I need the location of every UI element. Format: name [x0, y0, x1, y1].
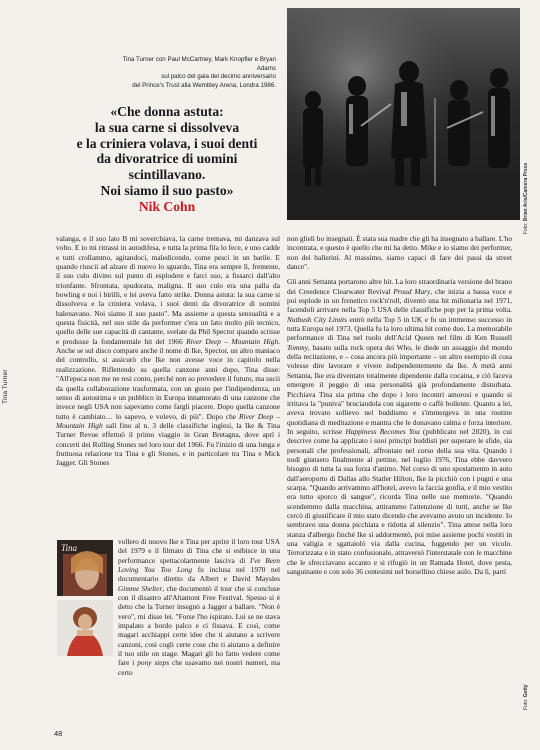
getty-credit-label: Foto:	[523, 698, 529, 710]
left-paragraph: valanga, e il suo lato B mi soverchiava, la carne tremava, mi danzava sul volto. E io mi ritrassi in autodifesa, e tutta la prima fila lo fece, e uno cadde e tutti crollammo, agitandoci, maledicendo, come pesci in un barile. E quando riuscii ad alzare di nuovo lo sguardo, Tina era sempre lì, fremente, il suo culo divino sul punto di esplodere e farci suo, a fissarci dall'alto trionfante. Sfrontata, spudorata, maligna. Il suo culo era una palla da bowling e noi i birilli, e lei aveva fatto strike. Donna astuta: la sua carne si dissolveva e la criniera volava, i suoi denti da divoratrice di uomini balenavano. Noi siamo il suo pasto". Ma assieme a questa sensualità e a questa fisicità, nel suo stile da performer c'era un lato molto più tecnico, quello delle sue capacità di cantante, svelate da Phil Spector quando scrisse e produsse la fondamentale hit del 1966 River Deep – Mountain High. Anche se sul disco compare anche il nome di Ike, Spector, un altro maniaco del controllo, si assicurò che Ike non avesse voce in capitolo nella realizzazione. Riflettendo su quella canzone anni dopo, Tina disse: "All'epoca non me ne resi conto, perché non so prevedere il futuro, ma uscii da quella collaborazione trasformata, con un gusto per l'indipendenza, un senso di autostima e un pubblico in Europa innamorato di una canzone che invece negli USA non sapevamo come fargli piacere. Dopo quella canzone tutto è cambiato… lo sapevo, e volevo, di più". Dopo che River Deep – Mountain High salì fino al n. 3 delle classifiche inglesi, la Ike & Tina Turner Revue effettuò il primo viaggio in Gran Bretagna, dove aprì i concerti dei Rolling Stones nel loro tour del 1966. Fu l'inizio di una lunga e fruttuosa relazione tra Tina e gli Stones, e in particolare tra Tina e Mick Jagger. Gli Stones	[56, 234, 280, 468]
quote-line: scintillavano.	[128, 167, 206, 183]
album-covers	[57, 540, 115, 660]
album-title-text: Tina	[61, 543, 78, 553]
quote-author: Nik Cohn	[138, 198, 196, 214]
photo-credit-label: Foto:	[523, 222, 529, 234]
photo-caption	[120, 56, 276, 90]
photo-credit-source: Brian Aris/Camera Press	[523, 162, 529, 222]
page-number: 48	[54, 729, 63, 738]
quote-line: e la criniera volava, i suoi denti	[76, 135, 258, 151]
concert-photo-image	[287, 8, 520, 220]
caption-line: Tina Turner con Paul McCartney, Mark Knopfler e Bryan Adams	[122, 56, 276, 72]
concert-photo	[287, 8, 520, 220]
album-cover-private-dancer	[57, 540, 113, 596]
left-column-narrow	[118, 537, 280, 677]
caption-line: sul palco del gala del decimo anniversario	[161, 73, 276, 81]
getty-credit-source: Getty	[523, 684, 529, 698]
photo-credit	[523, 162, 533, 234]
left-column	[56, 234, 280, 468]
quote-line: la sua carne si dissolveva	[94, 119, 240, 135]
right-paragraph: non glieli ho insegnati. È stata sua madre che gli ha insegnato a ballare. L'ho incontrata, e questo è quello che mi ha detto. Mike e io siamo dei performer, non dei ballerini. Al massimo, siamo capaci di fare dei passi da street dance".	[287, 234, 512, 272]
right-column	[287, 234, 512, 576]
left-paragraph: vollero di nuovo Ike e Tina per aprire il loro tour USA del 1979 e il filmato di Tina che si esibisce in una performance spettacolarmente lasciva di I've Been Loving You Too Long fu inclusa nel 1970 nel documentario diretto da Albert e David Maysles Gimme Shelter, che documentò il tour che si concluse con il disastro all'Altamont Free Festival. Spesso si è detto che la Turner insegnò a Jagger a ballare. "Non è vero", mi disse lei. "Forse l'ho ispirato. Lui se ne stava impalato a bordo palco e ci fissava. E così, come magari acchiappi certe idee che ti aiutano a scrivere canzoni, così cogli certe cose che ti aiutano a definire il tuo stile on stage. Magari gli ho fatto vedere come fare i pony steps che usavamo nei nostri numeri, ma certo	[118, 537, 281, 677]
quote-line: «Che donna astuta:	[110, 104, 224, 119]
running-head: Tina Turner	[2, 369, 9, 404]
quote-line: Noi siamo il suo pasto»	[100, 182, 234, 198]
right-paragraph: Gli anni Settanta portarono altre hit. La loro straordinaria versione del brano dei Creedence Clearwater Revival Proud Mary, che inizia a bassa voce e poi esplode in un frenetico rock'n'roll, diventò una hit milionaria nel 1971, facendoli arrivare nella Top 5 USA delle classifiche pop per la prima volta. Nutbush City Limits entrò nella Top 5 in UK e fu un immenso successo in tutta Europa nel 1973. Quella fu la loro ultima hit come duo. La memorabile performance di Tina nel ruolo dell'Acid Queen nel film di Ken Russell Tommy, basato sulla rock opera dei Who, le diede un assaggio del mondo della recitazione, e – cosa ancora più importante – un altro esempio di cosa volesse dire lavorare e vivere indipendentemente da Ike. A metà anni Settanta, Ike era diventato totalmente dipendente dalla cocaina, e ciò faceva emergere il peggio di una personalità già profondamente disturbata. Picchiava Tina sia prima che dopo i loro incontri amorosi e quando si irritava la "puniva" bruciandola con sigarette o caffè bollente. Quanto a lei, aveva trovato sollievo nel buddismo e s'immergeva in una routine quotidiana di meditazione e mantra che le donavano calma e forza interiore. In seguito, scrisse Happiness Becomes You (pubblicato nel 2020), in cui descrive come ha applicato i suoi principi buddisti per superare le sfide, sia personali che professionali, affrontate nel corso della sua vita. Quando i nodi giunsero finalmente al pettine, nel luglio 1976, Tina ebbe davvero bisogno di tutta la sua forza d'animo. Nel corso di uno spostamento in auto dall'aeroporto di Dallas allo Statler Hilton, Ike la picchiò con i pugni e una scarpa. "Quando arrivammo all'hotel, avevo la faccia gonfia, e il mio vestito era tutto sporco di sangue", ricorda Tina nelle sue memorie. "Quando scendemmo dalla macchina, attirammo l'attenzione di tutti, anche se Ike cercò di giustificare il mio stato dicendo che avevamo avuto un incidente. Io sembravo una donna picchiata e ridotta al silenzio". Tina attese nella loro stanza d'albergo finché Ike si addormentò, poi mise assieme pochi vestiti in una valigia e sgattaiolò via dalla cucina, fuggendo per un vicolo. Terrorizzata e in stato confusionale, attraversò l'interstatale con le macchine che le sfrecciavano accanto e si rifugiò in un Ramada Hotel, dove pesta, sanguinante e con solo 36 centesimi nel borsellino chiese asilo. Da lì, partì	[287, 277, 513, 577]
getty-credit	[523, 686, 533, 710]
quote-line: da divoratrice di uomini	[96, 151, 238, 167]
album-cover-break-every-rule	[57, 600, 113, 656]
caption-line: del Prince's Trust alla Wembley Arena, Londra 1986.	[132, 81, 276, 89]
pull-quote	[56, 104, 278, 215]
